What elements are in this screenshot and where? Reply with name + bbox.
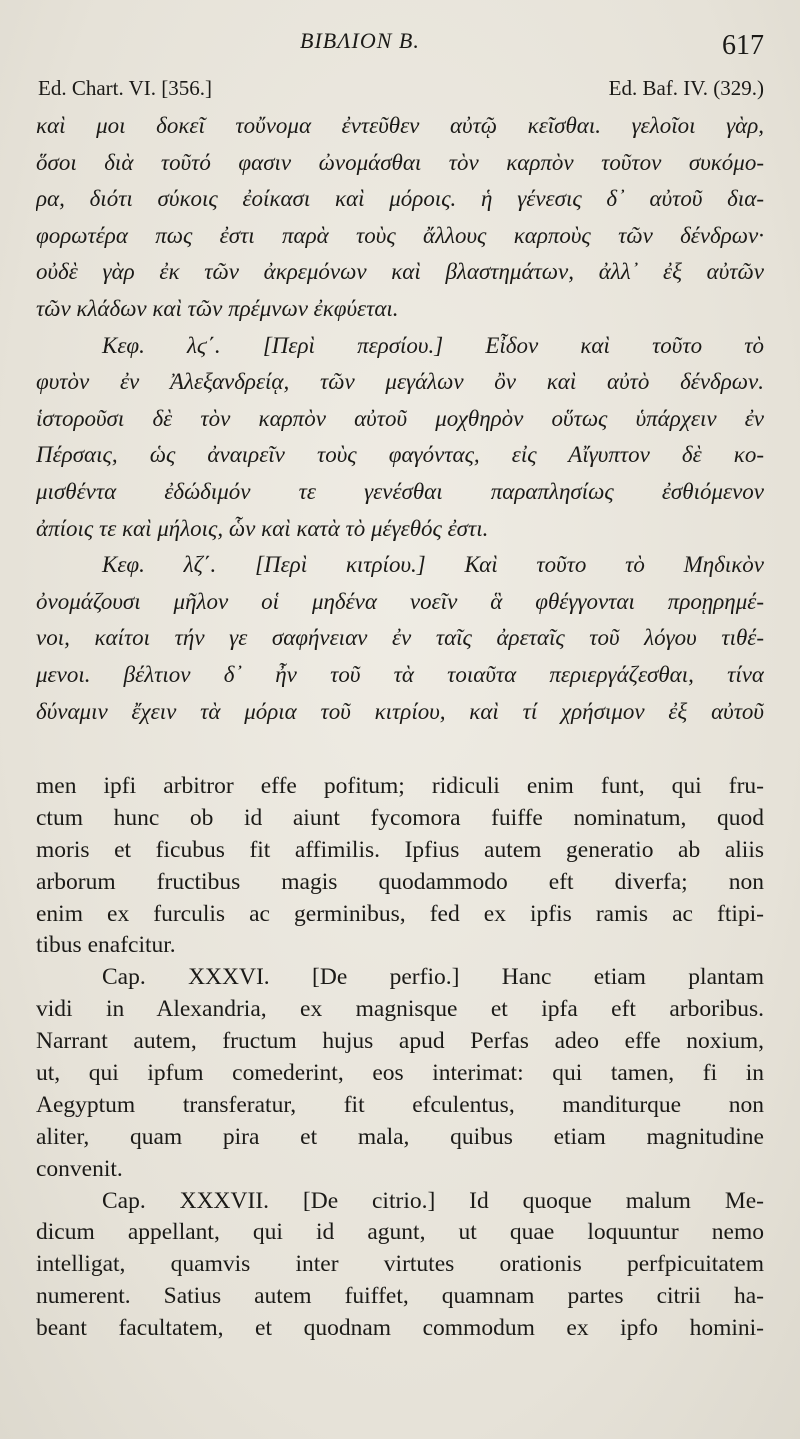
edition-references [38,76,764,101]
latin-line: Narrant autem, fructum hujus apud Perfas adeo effe noxium, [36,1028,764,1055]
latin-line: men ipfi arbitror effe pofitum; ridiculi enim funt, qui fru- [36,773,764,799]
latin-line: ut, qui ipfum comederint, eos interimat: qui tamen, fi in [36,1060,764,1087]
latin-line: aliter, quam pira et mala, quibus etiam magnitudine [36,1123,764,1150]
greek-line: νοι, καίτοι τήν γε σαφήνειαν ἐν ταῖς ἀρεταῖς τοῦ λόγου τιθέ- [36,625,764,651]
greek-line: ἀπίοις τε καὶ μήλοις, ὧν καὶ κατὰ τὸ μέγεθός ἐστι. [36,515,489,541]
greek-line: ὀνομάζουσι μῆλον οἱ μηδένα νοεῖν ἃ φθέγγονται προῃρημέ- [36,588,764,614]
latin-line: beant facultatem, et quodnam commodum ex ipfo homini- [36,1315,764,1342]
edition-basel-ref: Ed. Baf. IV. (329.) [608,76,764,100]
greek-line: ἱστοροῦσι δὲ τὸν καρπὸν αὐτοῦ μοχθηρὸν οὕτως ὑπάρχειν ἐν [36,405,764,431]
greek-line: οὐδὲ γὰρ ἐκ τῶν ἀκρεμόνων καὶ βλαστημάτων, ἀλλ᾽ ἐξ αὐτῶν [36,259,764,285]
latin-line: arborum fructibus magis quodammodo eft diverfa; non [36,868,764,895]
latin-chapter-heading: Cap. XXXVII. [De citrio.] Id quoque malum Me- [102,1187,764,1214]
latin-line: Aegyptum transferatur, fit efculentus, manditurque non [36,1091,764,1118]
greek-line: μενοι. βέλτιον δ᾽ ἦν τοῦ τὰ τοιαῦτα περιεργάζεσθαι, τίνα [36,661,764,687]
greek-line: φορωτέρα πως ἐστι παρὰ τοὺς ἄλλους καρποὺς τῶν δένδρων· [36,222,764,248]
running-head: BIBΛΙΟΝ Β. [300,28,420,53]
latin-line: dicum appellant, qui id agunt, ut quae loquuntur nemo [36,1219,764,1246]
greek-chapter-heading: Κεφ. λϛ΄. [Περὶ περσίου.] Εἶδον καὶ τοῦτο τὸ [102,332,764,358]
page-number: 617 [722,30,764,61]
latin-chapter-heading: Cap. XXXVI. [De perfio.] Hanc etiam plantam [102,964,764,991]
greek-line: μισθέντα ἐδώδιμόν τε γενέσθαι παραπλησίως ἐσθιόμενον [36,478,764,504]
latin-line: convenit. [36,1155,123,1182]
greek-chapter-heading: Κεφ. λζ΄. [Περὶ κιτρίου.] Καὶ τοῦτο τὸ Μηδικὸν [102,552,764,578]
latin-line: vidi in Alexandria, ex magnisque et ipfa eft arboribus. [36,996,764,1023]
greek-line: ὅσοι διὰ τοῦτό φασιν ὠνομάσθαι τὸν καρπὸν τοῦτον συκόμο- [36,149,764,175]
latin-text-block [36,771,764,1345]
latin-line: numerent. Satius autem fuiffet, quamnam partes citrii ha- [36,1283,764,1310]
latin-line: enim ex furculis ac germinibus, fed ex ipfis ramis ac ftipi- [36,900,764,927]
greek-line: δύναμιν ἔχειν τὰ μόρια τοῦ κιτρίου, καὶ τί χρήσιμον ἐξ αὐτοῦ [36,698,764,724]
greek-line: τῶν κλάδων καὶ τῶν πρέμνων ἐκφύεται. [36,295,399,321]
greek-line: φυτὸν ἐν Ἀλεξανδρείᾳ, τῶν μεγάλων ὂν καὶ αὐτὸ δένδρων. [36,369,764,395]
latin-line: tibus enafcitur. [36,932,176,959]
edition-chartier-ref: Ed. Chart. VI. [356.] [38,76,212,100]
greek-line: καὶ μοι δοκεῖ τοὔνομα ἐντεῦθεν αὐτῷ κεῖσθαι. γελοῖοι γὰρ, [36,113,764,138]
latin-line: intelligat, quamvis inter virtutes orationis perfpicuitatem [36,1251,764,1278]
latin-line: ctum hunc ob id aiunt fycomora fuiffe nominatum, quod [36,804,764,831]
greek-text-block [36,108,764,730]
latin-line: moris et ficubus fit affimilis. Ipfius autem generatio ab aliis [36,836,764,863]
greek-line: Πέρσαις, ὡς ἀναιρεῖν τοὺς φαγόντας, εἰς Αἴγυπτον δὲ κο- [36,442,764,468]
greek-line: ρα, διότι σύκοις ἐοίκασι καὶ μόροις. ἡ γένεσις δ᾽ αὐτοῦ δια- [36,186,764,212]
